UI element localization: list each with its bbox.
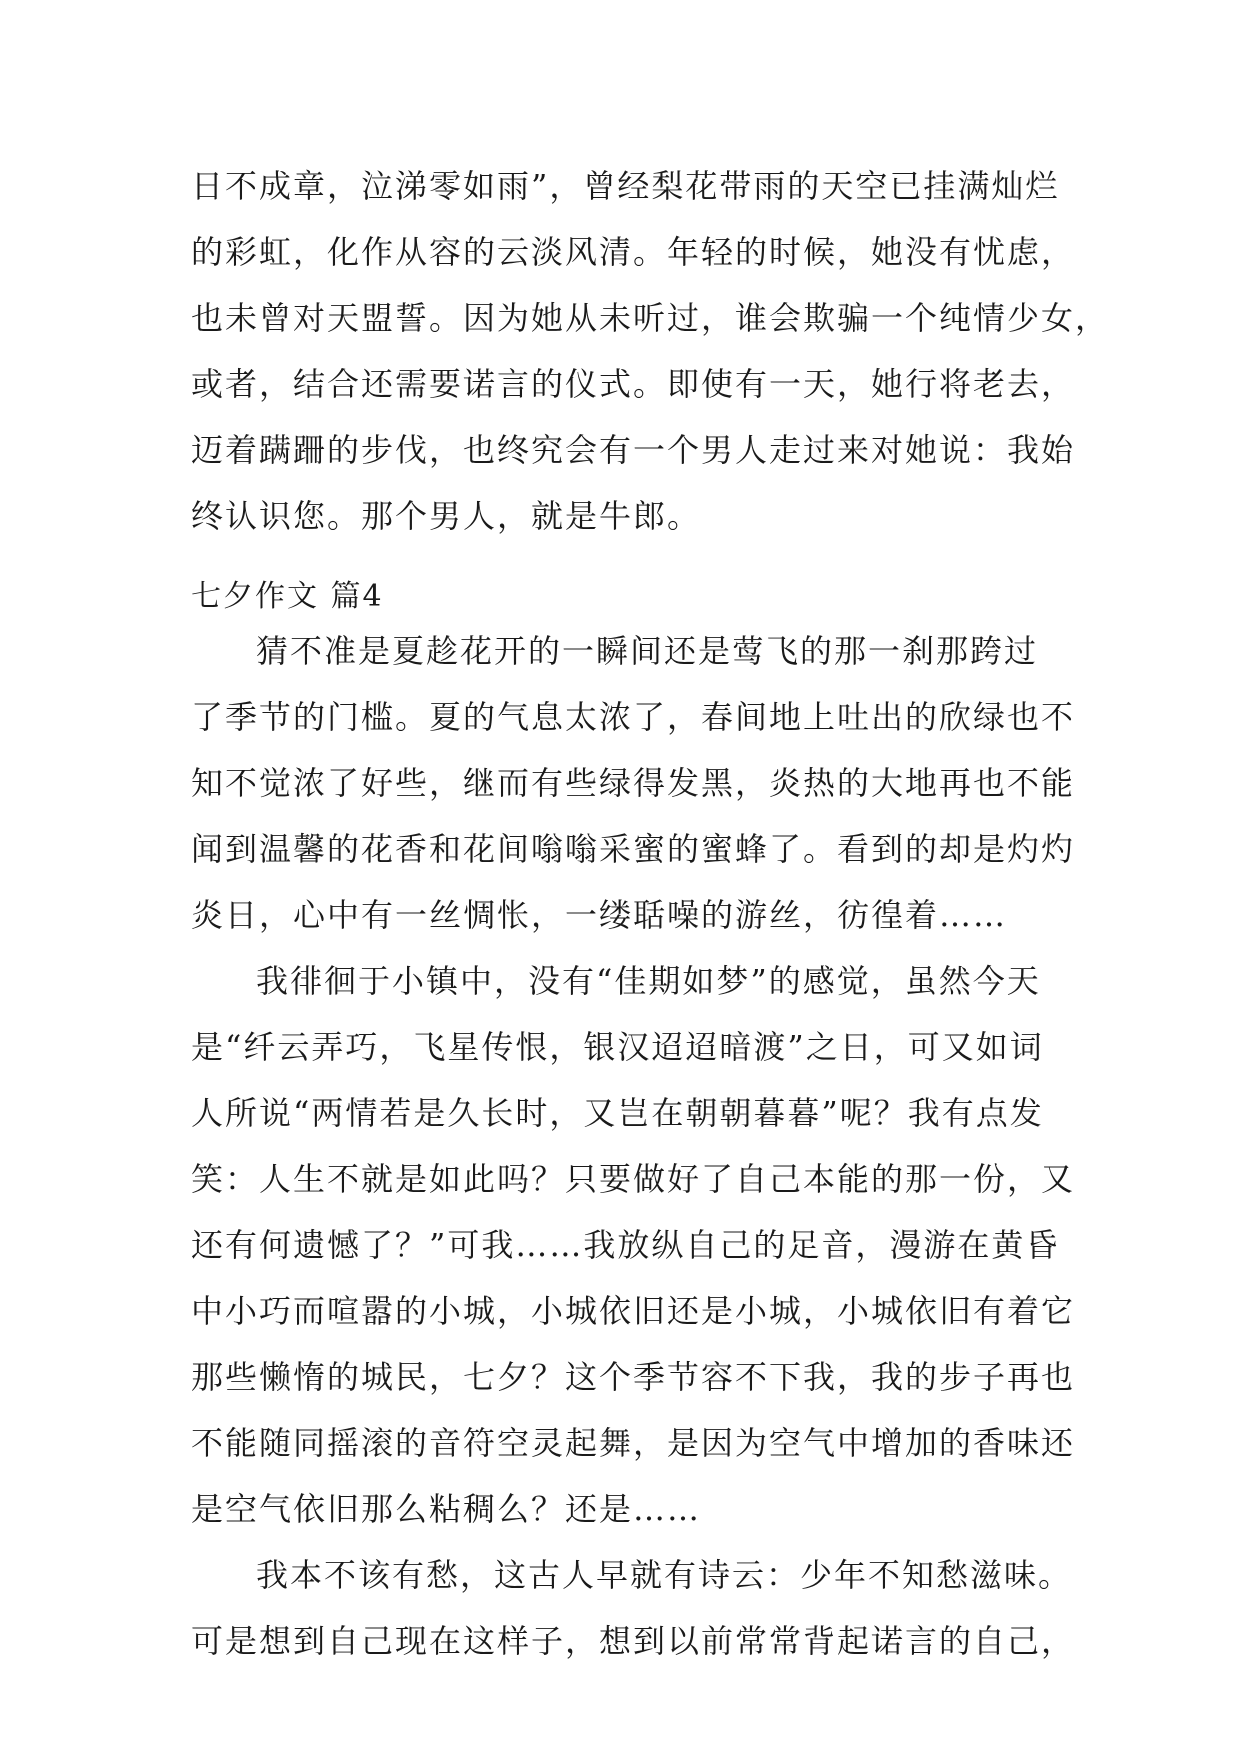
text-line: 中小巧而喧嚣的小城，小城依旧还是小城，小城依旧有着它	[191, 1292, 1076, 1330]
text-line: 知不觉浓了好些，继而有些绿得发黑，炎热的大地再也不能	[191, 764, 1076, 802]
text-line: 人所说“两情若是久长时，又岂在朝朝暮暮”呢？我有点发	[191, 1094, 1044, 1132]
text-line: 也未曾对天盟誓。因为她从未听过，谁会欺骗一个纯情少女，	[191, 299, 1110, 337]
section-heading: 七夕作文 篇4	[191, 579, 384, 614]
text-line: 不能随同摇滚的音符空灵起舞，是因为空气中增加的香味还	[191, 1424, 1076, 1462]
text-line: 猜不准是夏趁花开的一瞬间还是莺飞的那一刹那跨过	[256, 632, 1039, 670]
paragraph-3	[191, 1542, 1076, 1674]
paragraph-1	[191, 618, 1076, 948]
text-line: 炎日，心中有一丝惆怅，一缕聒噪的游丝，彷徨着……	[191, 896, 1008, 934]
paragraph-2	[191, 948, 1076, 1542]
text-line: 是空气依旧那么粘稠么？还是……	[191, 1490, 702, 1528]
text-line: 或者，结合还需要诺言的仪式。即使有一天，她行将老去，	[191, 365, 1076, 403]
text-line: 我徘徊于小镇中，没有“佳期如梦”的感觉，虽然今天	[256, 962, 1041, 1000]
text-line: 我本不该有愁，这古人早就有诗云：少年不知愁滋味。	[256, 1556, 1073, 1594]
text-line: 可是想到自己现在这样子，想到以前常常背起诺言的自己，	[191, 1622, 1076, 1660]
text-line: 闻到温馨的花香和花间嗡嗡采蜜的蜜蜂了。看到的却是灼灼	[191, 830, 1076, 868]
text-line: 日不成章，泣涕零如雨”，曾经梨花带雨的天空已挂满灿烂	[191, 167, 1060, 205]
text-line: 迈着蹒跚的步伐，也终究会有一个男人走过来对她说：我始	[191, 431, 1076, 469]
text-line: 那些懒惰的城民，七夕？这个季节容不下我，我的步子再也	[191, 1358, 1076, 1396]
text-line: 笑：人生不就是如此吗？只要做好了自己本能的那一份，又	[191, 1160, 1076, 1198]
text-line: 是“纤云弄巧，飞星传恨，银汉迢迢暗渡”之日，可又如词	[191, 1028, 1044, 1066]
text-line: 了季节的门槛。夏的气息太浓了，春间地上吐出的欣绿也不	[191, 698, 1076, 736]
text-line: 还有何遗憾了？”可我……我放纵自己的足音，漫游在黄昏	[191, 1226, 1060, 1264]
intro-paragraph	[191, 153, 1110, 549]
text-line: 终认识您。那个男人，就是牛郎。	[191, 497, 702, 535]
text-line: 的彩虹，化作从容的云淡风清。年轻的时候，她没有忧虑，	[191, 233, 1076, 271]
